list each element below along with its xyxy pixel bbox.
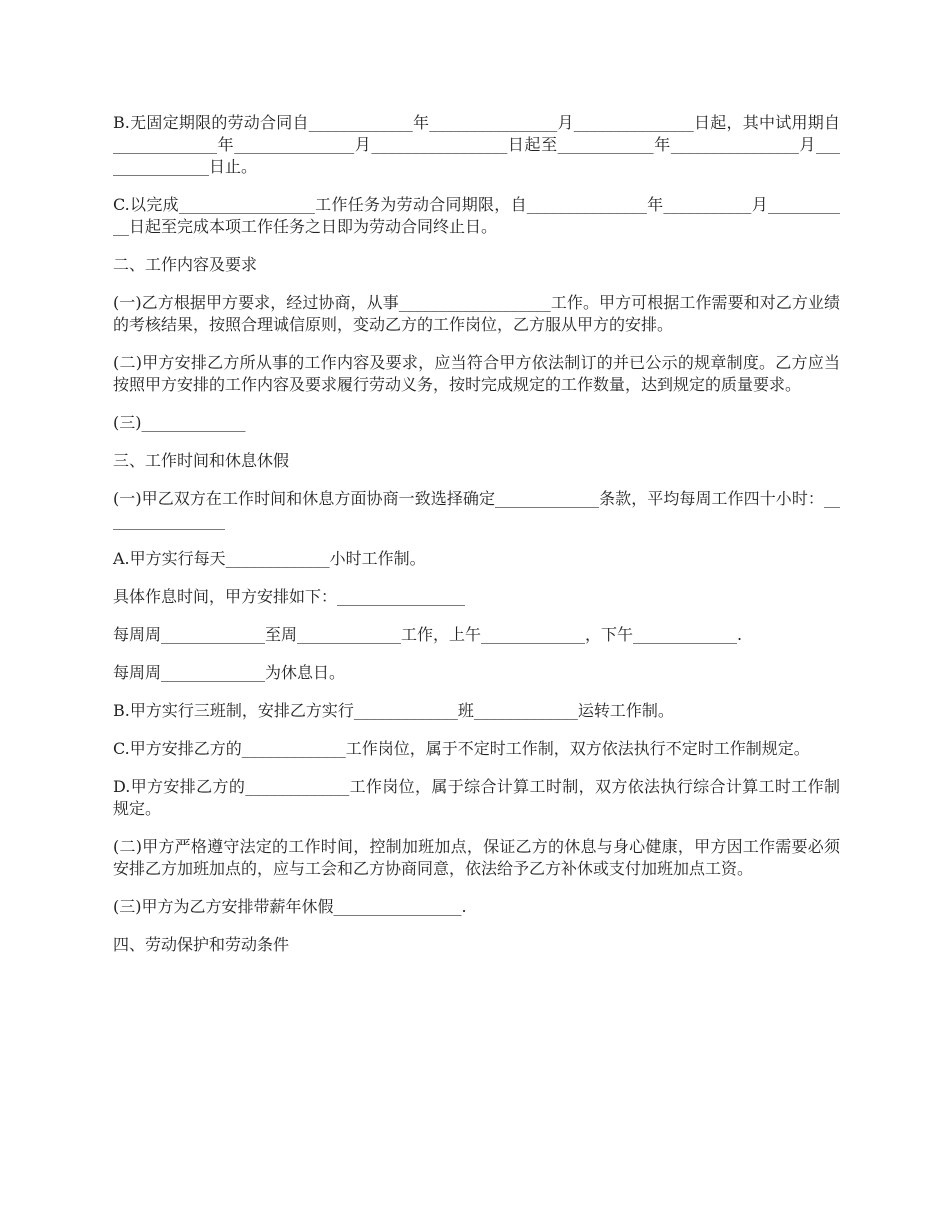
section-heading-labor-protection: 四、劳动保护和劳动条件	[113, 935, 290, 954]
clause-work-hours-2: (二)甲方严格遵守法定的工作时间，控制加班加点，保证乙方的休息与身心健康，甲方因工作需要必须安排乙方加班加点的，应与工会和乙方协商同意，依法给予乙方补休或支付加班加点工资。	[113, 837, 840, 878]
clause-work-hours-b: B.甲方实行三班制，安排乙方实行_____________班_____________运转工作制。	[113, 701, 674, 720]
clause-c-task-based-term: C.以完成_________________工作任务为劳动合同期限，自_______________年___________月___________日起至完成本项工作任务之日即为劳动合同终止日。	[113, 195, 840, 236]
section-heading-work-hours: 三、工作时间和休息休假	[113, 451, 290, 470]
clause-work-content-1: (一)乙方根据甲方要求，经过协商，从事___________________工作。甲方可根据工作需要和对乙方业绩的考核结果，按照合理诚信原则，变动乙方的工作岗位，乙方服从甲方的安排。	[113, 293, 840, 334]
clause-b-open-ended-term: B.无固定期限的劳动合同自_____________年________________月_______________日起，其中试用期自_____________年_______________月_________________日起至____________年________________月_______________日止。	[113, 113, 840, 176]
clause-work-content-2: (二)甲方安排乙方所从事的工作内容及要求，应当符合甲方依法制订的并已公示的规章制度。乙方应当按照甲方安排的工作内容及要求履行劳动义务，按时完成规定的工作数量，达到规定的质量要求。	[113, 353, 840, 394]
document-page	[113, 112, 840, 972]
clause-work-content-3: (三)_____________	[113, 413, 246, 432]
clause-rest-days: 每周周_____________为休息日。	[113, 663, 346, 682]
clause-schedule: 具体作息时间，甲方安排如下：________________	[113, 587, 466, 606]
clause-weekly-work-days: 每周周_____________至周_____________工作，上午_____________，下午_____________.	[113, 625, 743, 644]
clause-work-hours-c: C.甲方安排乙方的_____________工作岗位，属于不定时工作制，双方依法执行不定时工作制规定。	[113, 739, 810, 758]
clause-work-hours-1: (一)甲乙双方在工作时间和休息方面协商一致选择确定_____________条款，平均每周工作四十小时：________________	[113, 489, 840, 530]
clause-work-hours-d: D.甲方安排乙方的_____________工作岗位，属于综合计算工时制，双方依法执行综合计算工时工作制规定。	[113, 777, 840, 818]
section-heading-work-content: 二、工作内容及要求	[113, 255, 258, 274]
clause-work-hours-3: (三)甲方为乙方安排带薪年休假________________.	[113, 897, 467, 916]
clause-work-hours-a: A.甲方实行每天_____________小时工作制。	[113, 549, 426, 568]
